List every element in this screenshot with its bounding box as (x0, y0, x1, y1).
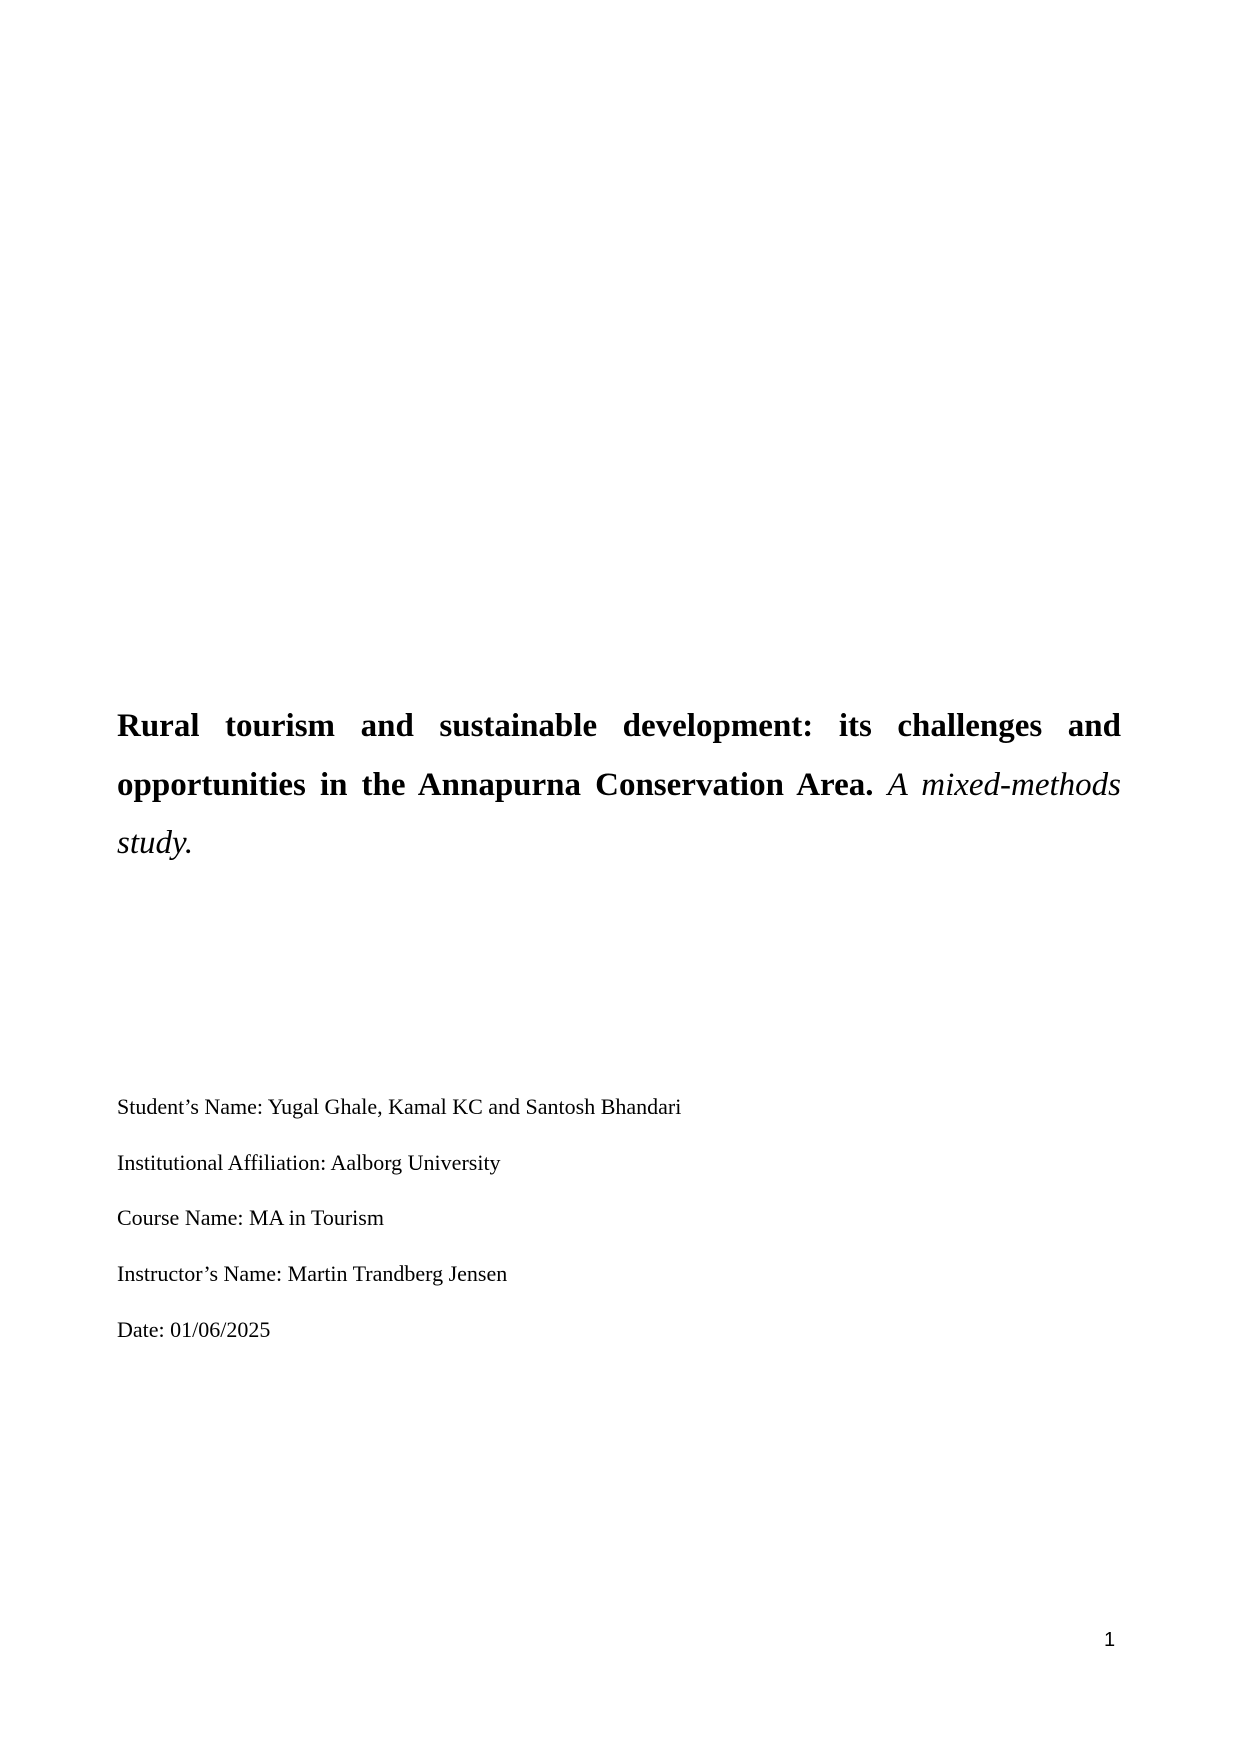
instructor-name-line: Instructor’s Name: Martin Trandberg Jensen (117, 1261, 508, 1286)
date-line: Date: 01/06/2025 (117, 1317, 271, 1342)
title-subtitle-text: A mixed-methods study. (117, 766, 1122, 861)
course-name-line: Course Name: MA in Tourism (117, 1205, 384, 1230)
document-title (117, 697, 1121, 873)
institutional-affiliation-line: Institutional Affiliation: Aalborg University (117, 1150, 501, 1175)
student-name-line: Student’s Name: Yugal Ghale, Kamal KC and Santosh Bhandari (117, 1094, 682, 1119)
page-number: 1 (1104, 1629, 1116, 1651)
title-main-text: Rural tourism and sustainable development: its challenges and opportunities in the Annapurna Conservation Area. (117, 708, 1121, 803)
